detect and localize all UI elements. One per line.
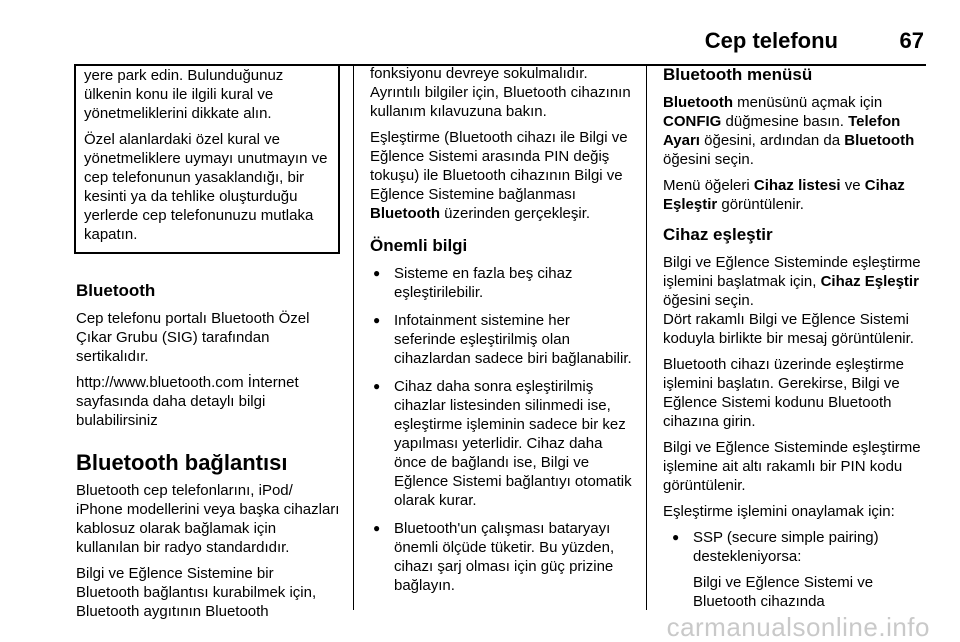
text-run: düğmesine basın. bbox=[721, 113, 849, 130]
page-number: 67 bbox=[899, 28, 924, 53]
paragraph bbox=[663, 93, 929, 169]
bold-term: Telefon Ayarı bbox=[663, 113, 901, 149]
column-divider bbox=[353, 64, 354, 610]
list-item bbox=[663, 528, 929, 611]
warning-box bbox=[74, 64, 340, 254]
text-run: ve bbox=[840, 177, 865, 194]
column-left bbox=[76, 64, 340, 628]
paragraph: Bluetooth cihazı üzerinde eşleştirme işlemini başlatın. Gerekirse, Bilgi ve Eğlence Sistemi kodunu Bluetooth cihazına girin. bbox=[663, 356, 904, 430]
column-right bbox=[663, 64, 929, 620]
text-run: öğesini seçin. bbox=[663, 151, 754, 168]
paragraph: fonksiyonu devreye sokulmalıdır. Ayrıntılı bilgiler için, Bluetooth cihazının kullanım kılavuzuna bakın. bbox=[370, 65, 631, 120]
text-run: Bilgi ve Eğlence Sisteminde eşleştirme işlemini başlatmak için, bbox=[663, 254, 921, 290]
paragraph: http://www.bluetooth.com İnternet sayfasında daha detaylı bilgi bulabilirsiniz bbox=[76, 374, 299, 429]
bullet-list bbox=[370, 264, 634, 595]
paragraph: Bilgi ve Eğlence Sisteminde eşleştirme işlemine ait altı rakamlı bir PIN kodu görüntülenir. bbox=[663, 439, 921, 494]
paragraph: Bluetooth cep telefonlarını, iPod/ iPhone modellerini veya başka cihazları kablosuz olarak bağlamak için kullanılan bir radyo standardıdır. bbox=[76, 482, 340, 556]
paragraph bbox=[663, 253, 929, 348]
text-run: Eşleştirme (Bluetooth cihazı ile Bilgi ve Eğlence Sistemi arasında PIN değiş tokuşu) ile Bluetooth cihazının Bilgi ve Eğlence Sistemine bağlanması bbox=[370, 129, 628, 203]
text-run: öğesini, ardından da bbox=[699, 132, 845, 149]
list-item: ● Bluetooth'un çalışması bataryayı önemli ölçüde tüketir. Bu yüzden, cihazı şarj olması için güç prizine bağlayın. bbox=[370, 519, 634, 595]
list-item-continuation: Bilgi ve Eğlence Sistemi ve Bluetooth cihazında bbox=[693, 574, 874, 610]
section-heading-pair-device: Cihaz eşleştir bbox=[663, 225, 773, 244]
text-run: menüsünü açmak için bbox=[732, 94, 883, 111]
section-heading-bluetooth: Bluetooth bbox=[76, 281, 156, 300]
watermark-text: carmanualsonline.info bbox=[666, 612, 930, 642]
bullet-list bbox=[663, 528, 929, 611]
paragraph: Cep telefonu portalı Bluetooth Özel Çıkar Grubu (SIG) tarafından sertikalıdır. bbox=[76, 310, 310, 365]
paragraph: Eşleştirme işlemini onaylamak için: bbox=[663, 503, 895, 520]
bold-term: Cihaz Eşleştir bbox=[820, 273, 919, 290]
page-header bbox=[74, 24, 926, 66]
section-heading-bluetooth-menu: Bluetooth menüsü bbox=[663, 65, 813, 84]
bold-term: Cihaz listesi bbox=[753, 177, 841, 194]
warning-paragraph: yere park edin. Bulunduğunuz ülkenin konu ile ilgili kural ve yönetmeliklerini dikkate alın. bbox=[84, 67, 284, 122]
paragraph: Bilgi ve Eğlence Sistemine bir Bluetooth bağlantısı kurabilmek için, Bluetooth aygıtının Bluetooth bbox=[76, 565, 317, 620]
paragraph bbox=[663, 176, 929, 214]
list-item: ● Cihaz daha sonra eşleştirilmiş cihazlar listesinden silinmedi ise, eşleştirme işleminin sadece bir kez yapılması yeterlidir. Cihaz daha önce de bağlandı ise, Bilgi ve Eğlence Sistemi bağlantıyı otomatik olarak kurar. bbox=[370, 377, 634, 510]
page-title: Cep telefonu bbox=[704, 28, 838, 53]
text-run: görüntülenir. bbox=[717, 196, 804, 213]
section-heading-important-info: Önemli bilgi bbox=[370, 236, 468, 255]
warning-paragraph: Özel alanlardaki özel kural ve yönetmeliklere uymayı unutmayın ve cep telefonunun yasaklandığı, bir kesinti ya da tehlike oluşturduğu yerlerde cep telefonunuzu mutlaka kapatın. bbox=[84, 131, 328, 243]
column-middle bbox=[370, 64, 634, 604]
list-item: ● Infotainment sistemine her seferinde eşleştirilmiş olan cihazlardan sadece biri bağlanabilir. bbox=[370, 311, 634, 368]
text-run: SSP (secure simple pairing) destekleniyorsa: bbox=[693, 529, 879, 565]
paragraph bbox=[370, 128, 634, 223]
bold-term: Bluetooth bbox=[844, 132, 915, 149]
text-run: öğesini seçin. bbox=[663, 292, 754, 309]
column-divider bbox=[646, 64, 647, 610]
bold-term: Bluetooth bbox=[663, 94, 733, 111]
text-run: üzerinden gerçekleşir. bbox=[439, 205, 591, 222]
text-run: Menü öğeleri bbox=[663, 177, 754, 194]
section-heading-bluetooth-connection: Bluetooth bağlantısı bbox=[76, 450, 288, 475]
text-run: Dört rakamlı Bilgi ve Eğlence Sistemi koduyla birlikte bir mesaj görüntülenir. bbox=[663, 311, 914, 347]
bold-term: Bluetooth bbox=[370, 205, 440, 222]
list-item: ● Sisteme en fazla beş cihaz eşleştirilebilir. bbox=[370, 264, 634, 302]
bold-term: CONFIG bbox=[663, 113, 722, 130]
bold-term: Cihaz Eşleştir bbox=[663, 177, 905, 213]
